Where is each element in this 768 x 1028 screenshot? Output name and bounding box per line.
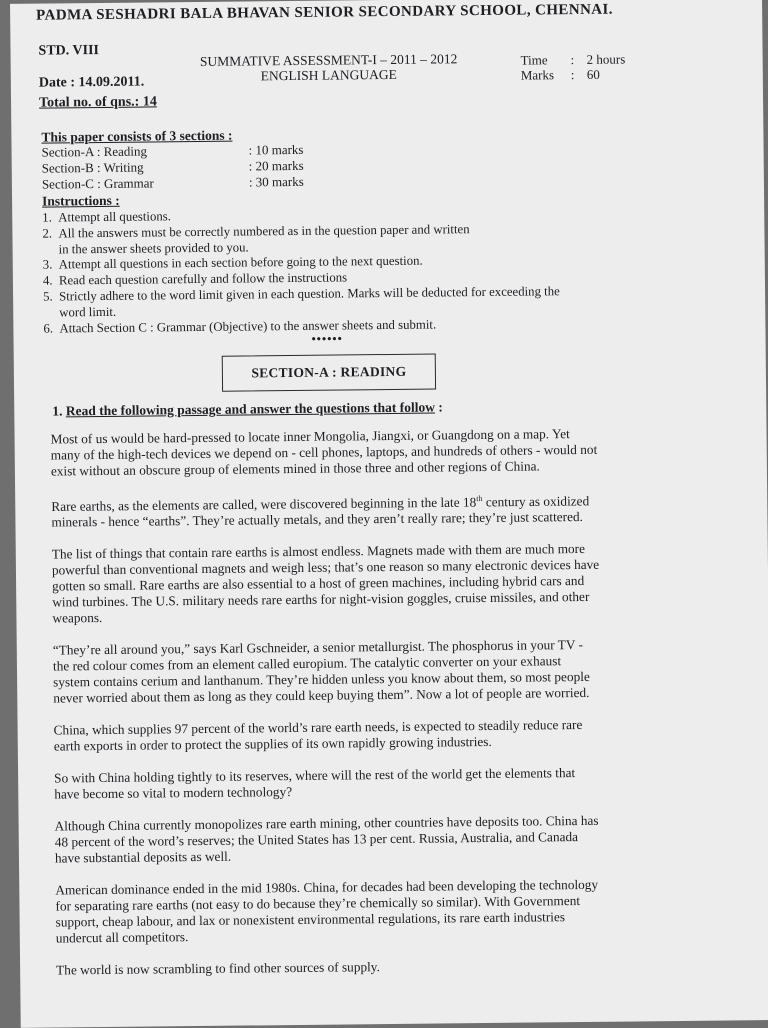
question-number: 1. [52, 403, 63, 419]
instruction-text: in the answer sheets provided to you. [58, 240, 249, 257]
passage-line: The world is now scrambling to find other sources of supply. [56, 959, 380, 978]
separator-dots: •••••• [311, 331, 343, 346]
instruction-text: Read each question carefully and follow the instructions [58, 270, 348, 288]
time-colon: : [570, 52, 575, 68]
exam-title-line-1: SUMMATIVE ASSESSMENT-I – 2011 – 2012 [199, 51, 458, 69]
section-name: Section-B : Writing [41, 159, 144, 176]
passage-line: Most of us would be hard-pressed to locate inner Mongolia, Jiangxi, or Guangdong on a map. Yet [50, 426, 570, 447]
instruction-text: Attempt all questions in each section before going to the next question. [58, 254, 423, 272]
section-marks: : 30 marks [248, 173, 304, 190]
passage-paragraph [51, 425, 711, 480]
section-a-title-box [222, 353, 436, 391]
total-questions: Total no. of qns.: 14 [38, 94, 157, 111]
passage-line: for separating rare earths (not easy to do because they’re chemically so similar). With Government [55, 893, 581, 914]
passage-line: undercut all competitors. [55, 929, 189, 946]
passage-line: the red colour comes from an element called europium. The catalytic converter on your exhaust [52, 653, 562, 674]
section-marks: : 10 marks [248, 141, 304, 158]
instruction-number: 2. [42, 226, 53, 241]
instructions-heading: Instructions : [42, 192, 120, 209]
marks-colon: : [570, 67, 575, 83]
sections-list [41, 142, 303, 193]
instruction-number: 6. [43, 321, 54, 336]
passage-line: Rare earths, as the elements are called, were discovered beginning in the late 18th century as oxidized [51, 493, 590, 514]
passage-line: never worried about them as long as they could keep buying them”. Now a lot of people are worried. [53, 685, 590, 706]
passage-line: So with China holding tightly to its reserves, where will the rest of the world get the elements that [54, 765, 576, 786]
passage-paragraph [51, 489, 711, 531]
time-label: Time [520, 52, 548, 68]
ordinal-suffix: th [476, 494, 483, 504]
instruction-number: 4. [42, 273, 53, 288]
question-1-heading [52, 399, 443, 419]
section-marks: : 20 marks [248, 157, 304, 174]
class-label: STD. VIII [38, 43, 100, 59]
school-name: PADMA SESHADRI BALA BHAVAN SENIOR SECONDARY SCHOOL, CHENNAI. [36, 1, 613, 24]
instruction-text: word limit. [59, 304, 117, 320]
marks-value: 60 [586, 66, 600, 82]
passage-line: gotten so small. Rare earths are also essential to a host of green machines, including hybrid cars and [52, 573, 585, 594]
instruction-number: 5. [43, 289, 53, 304]
instructions-list [42, 205, 560, 337]
exam-date: Date : 14.09.2011. [38, 74, 145, 91]
exam-title-line-2: ENGLISH LANGUAGE [260, 66, 397, 84]
passage-line: Although China currently monopolizes rare earth mining, other countries have deposits too. China has [54, 813, 599, 834]
time-marks-block [521, 51, 626, 82]
section-a-title: SECTION-A : READING [251, 363, 407, 381]
passage-paragraph [55, 876, 716, 947]
section-row [42, 174, 304, 193]
sections-heading: This paper consists of 3 sections : [41, 127, 233, 145]
passage-paragraph [56, 956, 716, 979]
passage-line: 48 percent of the word’s reserves; the United States has 13 per cent. Russia, Australia, and Canada [54, 829, 579, 850]
reading-passage [51, 425, 717, 995]
passage-line: The list of things that contain rare earths is almost endless. Magnets made with them are much more [51, 541, 586, 562]
passage-paragraph [53, 636, 714, 707]
passage-line: exist without an obscure group of elements mined in those three and other regions of China. [50, 458, 540, 479]
passage-line: earth exports in order to protect the supplies of its own rapidly growing industries. [53, 734, 492, 754]
passage-line: wind turbines. The U.S. military needs rare earths for night-vision goggles, cruise missiles, and other [52, 589, 590, 610]
passage-paragraph [54, 764, 714, 803]
passage-paragraph [52, 540, 713, 627]
instruction-text: All the answers must be correctly numbered as in the question paper and written [58, 221, 470, 241]
exam-title [179, 51, 479, 84]
passage-paragraph [54, 716, 714, 755]
passage-line: have substantial deposits as well. [54, 849, 232, 866]
passage-line: weapons. [52, 610, 103, 626]
passage-line: China, which supplies 97 percent of the world’s rare earth needs, is expected to steadily reduce rare [53, 717, 583, 738]
section-name: Section-C : Grammar [41, 175, 154, 192]
exam-paper [10, 0, 768, 1028]
time-value: 2 hours [586, 51, 626, 67]
passage-line: minerals - hence “earths”. They’re actually metals, and they aren’t really rare; they’re just scattered. [51, 509, 584, 530]
instruction-text: Strictly adhere to the word limit given in each question. Marks will be deducted for exceeding the [59, 284, 560, 304]
section-name: Section-A : Reading [41, 143, 148, 160]
question-text: Read the following passage and answer the questions that follow [65, 399, 436, 419]
instruction-item [43, 284, 560, 321]
instruction-number: 3. [42, 257, 53, 272]
passage-line: have become so vital to modern technology? [54, 784, 293, 802]
passage-line: system contains cerium and lanthanum. They’re hidden unless you know about them, so most people [53, 669, 590, 690]
question-colon: : [438, 399, 443, 415]
passage-line: powerful than conventional magnets and weigh less; that’s one reason so many electronic devices have [51, 557, 600, 578]
instruction-text: Attempt all questions. [58, 209, 172, 225]
passage-line: American dominance ended in the mid 1980s. China, for decades had been developing the technology [55, 877, 599, 898]
instruction-text: Attach Section C : Grammar (Objective) to the answer sheets and submit. [59, 317, 437, 336]
passage-line: “They’re all around you,” says Karl Gschneider, a senior metallurgist. The phosphorus in your TV - [52, 637, 584, 658]
marks-label: Marks [520, 67, 555, 83]
passage-paragraph [55, 812, 715, 867]
instruction-number: 1. [42, 210, 52, 225]
passage-line: many of the high-tech devices we depend on - cell phones, laptops, and hundreds of others - would not [50, 441, 598, 463]
passage-line: support, cheap labour, and lax or nonexistent environmental regulations, its rare earth industries [55, 909, 566, 930]
